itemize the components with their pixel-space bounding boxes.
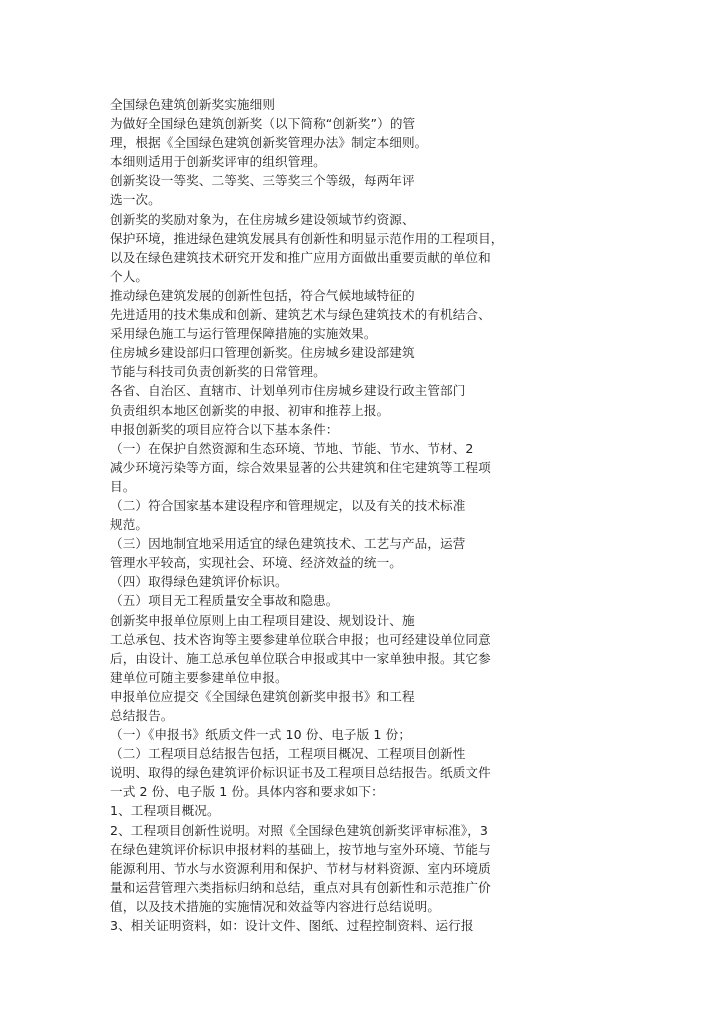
- text-line: （二）工程项目总结报告包括，工程项目概况、工程项目创新性: [110, 746, 466, 762]
- text-line: 在绿色建筑评价标识申报材料的基础上，按节地与室外环境、节能与: [110, 841, 491, 857]
- text-line: 保护环境，推进绿色建筑发展具有创新性和明显示范作用的工程项目，: [110, 230, 504, 246]
- text-line: 创新奖的奖励对象为，在住房城乡建设领域节约资源、: [110, 211, 415, 227]
- text-line: 以及在绿色建筑技术研究开发和推广应用方面做出重要贡献的单位和: [110, 249, 491, 265]
- text-line: 本细则适用于创新奖评审的组织管理。: [110, 154, 326, 170]
- text-line: 能源利用、节水与水资源利用和保护、节材与材料资源、室内环境质: [110, 860, 491, 876]
- text-line: 值，以及技术措施的实施情况和效益等内容进行总结说明。: [110, 898, 441, 914]
- text-line: 创新奖设一等奖、二等奖、三等奖三个等级，每两年评: [110, 173, 415, 189]
- text-line: 1、工程项目概况。: [110, 803, 220, 819]
- text-line: 管理水平较高，实现社会、环境、经济效益的统一。: [110, 555, 402, 571]
- text-line: 先进适用的技术集成和创新、建筑艺术与绿色建筑技术的有机结合、: [110, 307, 491, 323]
- text-line: 说明、取得的绿色建筑评价标识证书及工程项目总结报告。纸质文件: [110, 765, 491, 781]
- text-line: （一）在保护自然资源和生态环境、节地、节能、节水、节材、2: [110, 440, 474, 456]
- text-line: 2、工程项目创新性说明。对照《全国绿色建筑创新奖评审标准》，3: [110, 822, 489, 838]
- text-line: 个人。: [110, 268, 149, 284]
- text-line: 量和运营管理六类指标归纳和总结，重点对具有创新性和示范推广价: [110, 879, 491, 895]
- text-line: 申报创新奖的项目应符合以下基本条件：: [110, 421, 339, 437]
- text-line: （三）因地制宜地采用适宜的绿色建筑技术、工艺与产品，运营: [110, 536, 466, 552]
- text-line: 规范。: [110, 517, 149, 533]
- text-line: 建单位可随主要参建单位申报。: [110, 669, 288, 685]
- text-line: 创新奖申报单位原则上由工程项目建设、规划设计、施: [110, 612, 415, 628]
- text-line: 理，根据《全国绿色建筑创新奖管理办法》制定本细则。: [110, 135, 428, 151]
- text-line: 目。: [110, 478, 136, 494]
- text-line: 住房城乡建设部归口管理创新奖。住房城乡建设部建筑: [110, 345, 415, 361]
- text-line: （二）符合国家基本建设程序和管理规定，以及有关的技术标准: [110, 497, 466, 513]
- text-line: 减少环境污染等方面，综合效果显著的公共建筑和住宅建筑等工程项: [110, 459, 491, 475]
- text-line: 为做好全国绿色建筑创新奖（以下简称“创新奖”）的管: [110, 116, 416, 132]
- text-line: 申报单位应提交《全国绿色建筑创新奖申报书》和工程: [110, 688, 415, 704]
- text-line: 推动绿色建筑发展的创新性包括，符合气候地域特征的: [110, 287, 415, 303]
- text-line: 总结报告。: [110, 708, 174, 723]
- text-line: 后，由设计、施工总承包单位联合申报或其中一家单独申报。其它参: [110, 650, 491, 666]
- text-line: 采用绿色施工与运行管理保障措施的实施效果。: [110, 326, 377, 342]
- text-line: 节能与科技司负责创新奖的日常管理。: [110, 364, 326, 380]
- text-line: 负责组织本地区创新奖的申报、初审和推荐上报。: [110, 402, 390, 418]
- text-line: 工总承包、技术咨询等主要参建单位联合申报；也可经建设单位同意: [110, 631, 491, 647]
- document-title: 全国绿色建筑创新奖实施细则: [110, 97, 276, 112]
- text-line: （四）取得绿色建筑评价标识。: [110, 574, 288, 590]
- text-line: 选一次。: [110, 192, 161, 208]
- document-body: [110, 95, 510, 935]
- text-line: 3、相关证明资料，如：设计文件、图纸、过程控制资料、运行报: [110, 918, 474, 934]
- text-line: 一式 2 份、电子版 1 份。具体内容和要求如下：: [110, 784, 384, 800]
- text-line: （一）《申报书》纸质文件一式 10 份、电子版 1 份；: [110, 727, 412, 743]
- text-line: （五）项目无工程质量安全事故和隐患。: [110, 593, 339, 609]
- text-line: 各省、自治区、直辖市、计划单列市住房城乡建设行政主管部门: [110, 383, 466, 399]
